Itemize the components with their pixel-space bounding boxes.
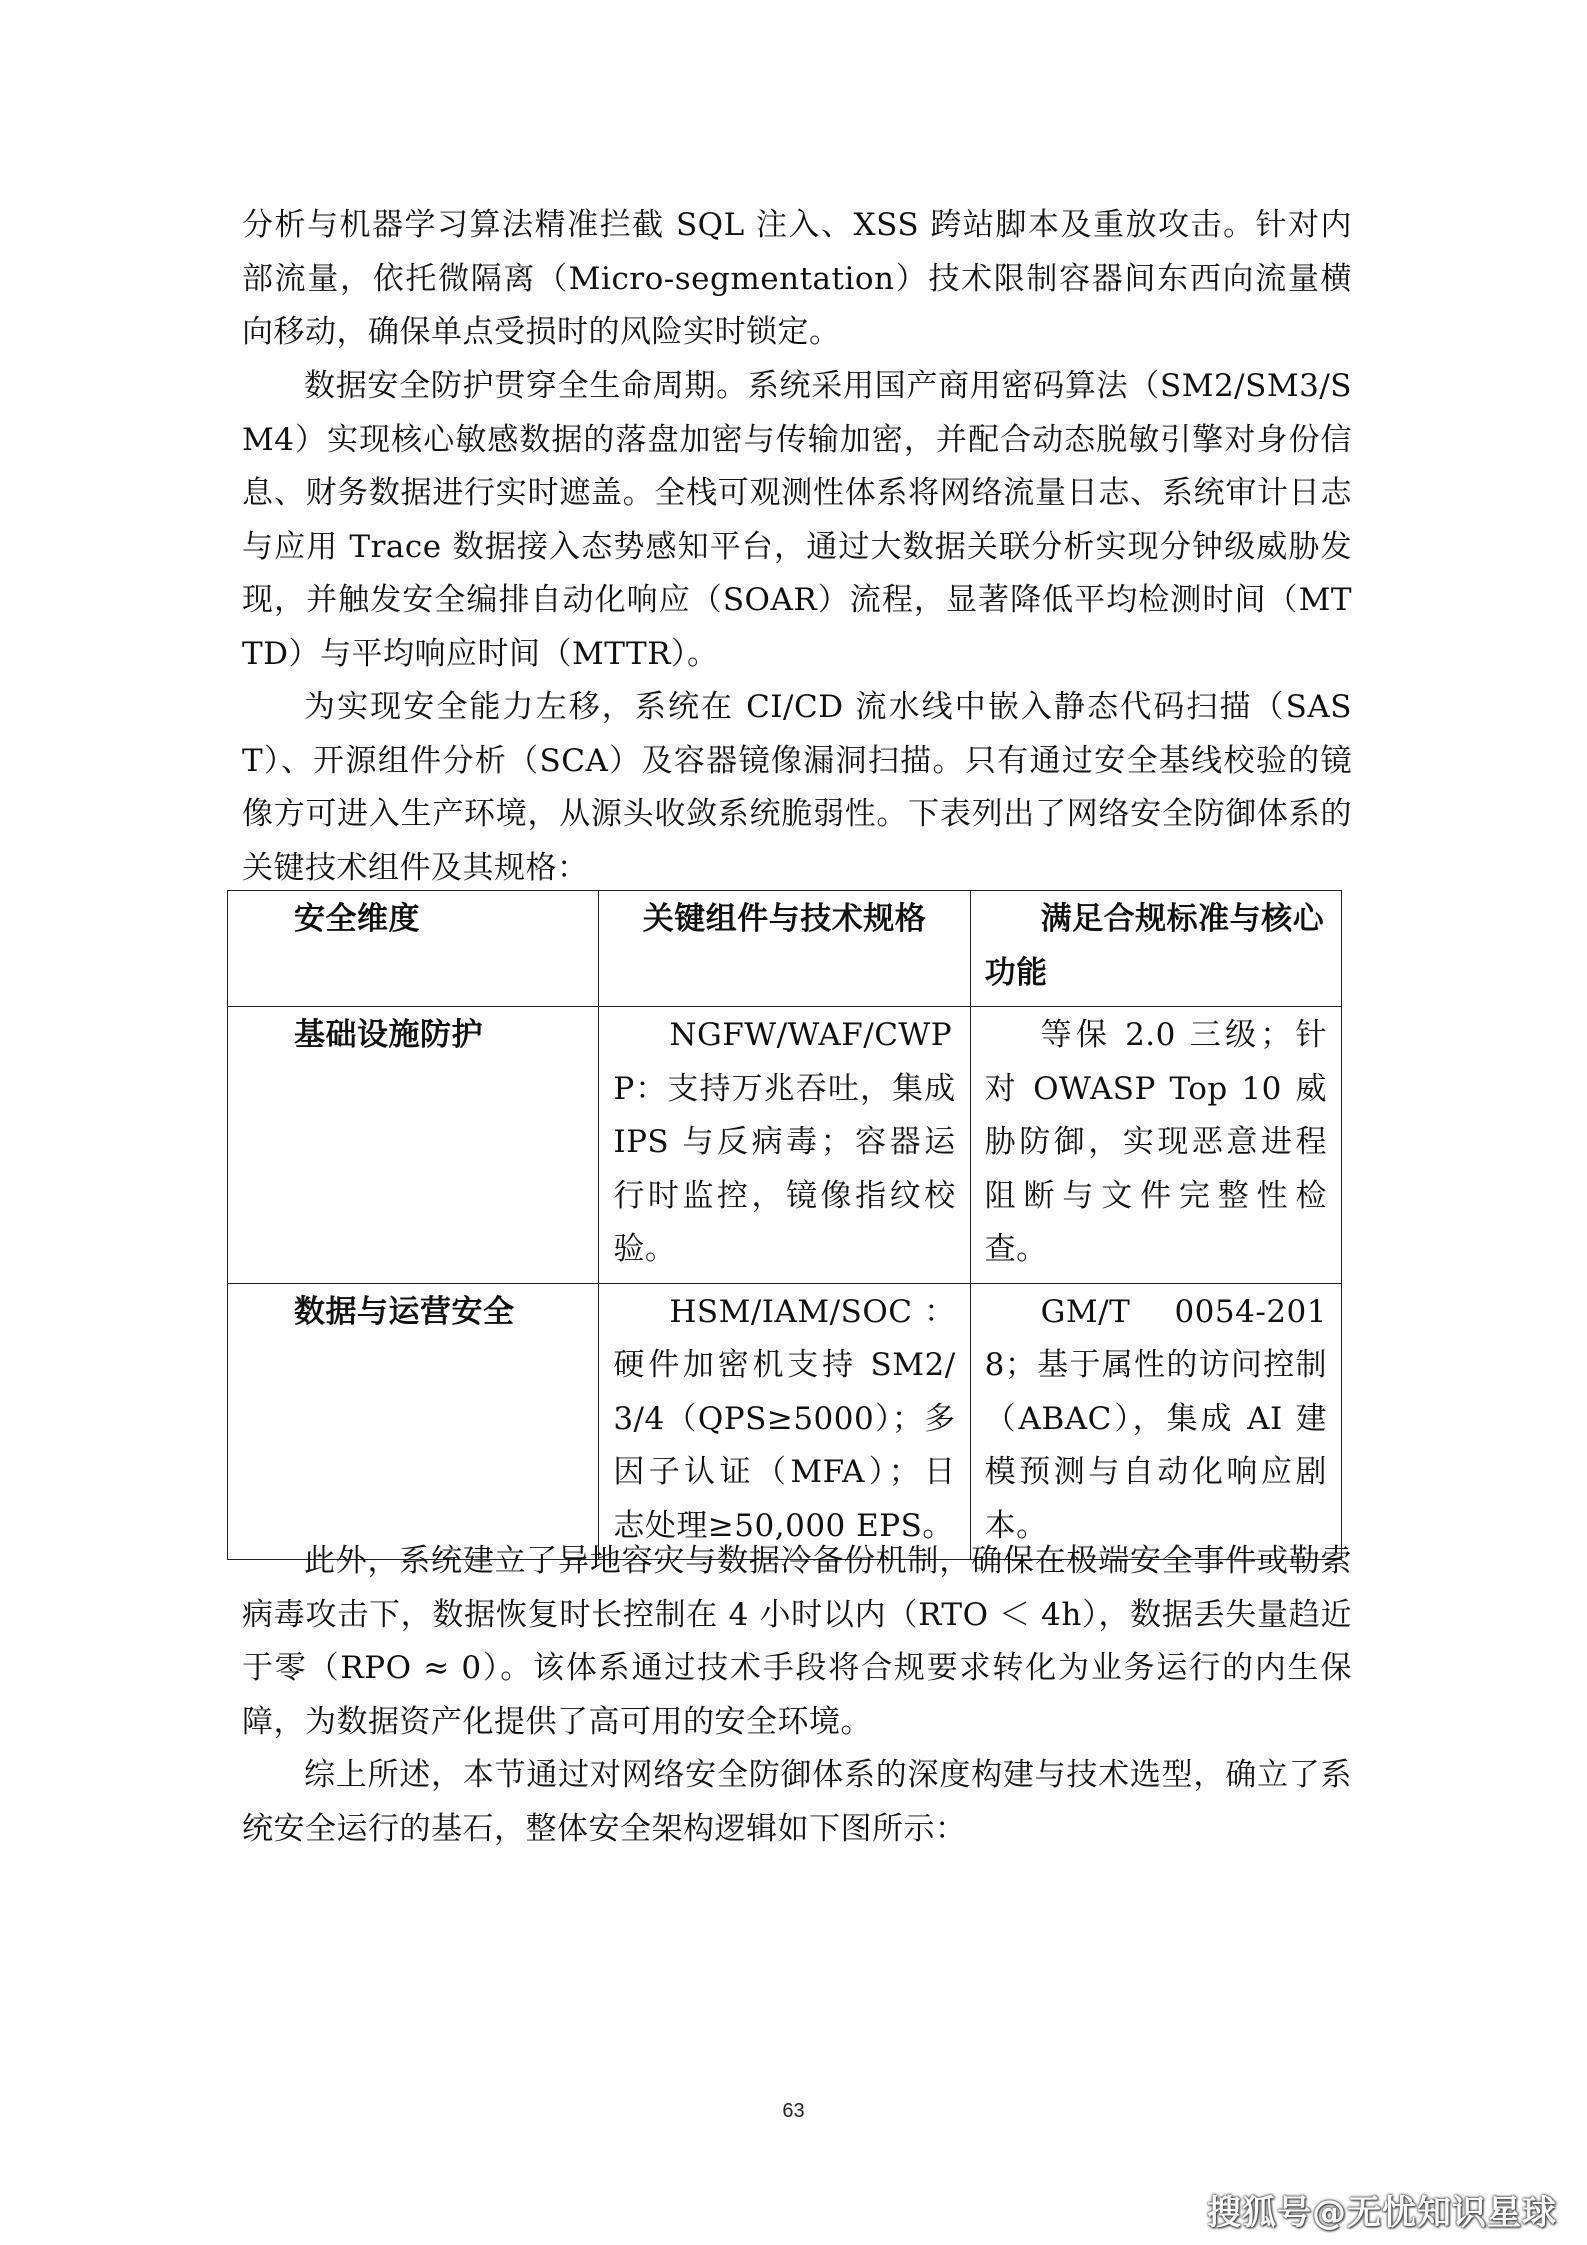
row-components: NGFW/WAF/CWPP：支持万兆吞吐，集成 IPS 与反病毒；容器运行时监控，镜像指纹校验。 [599,1007,970,1284]
paragraph-disaster-recovery: 此外，系统建立了异地容灾与数据冷备份机制，确保在极端安全事件或勒索病毒攻击下，数据恢复时长控制在 4 小时以内（RTO ＜ 4h），数据丢失量趋近于零（RPO ≈ 0）。该体系通过技术手段将合规要求转化为业务运行的内生保障，为数据资产化提供了高可用的安全环境。 [242,1543,1352,1740]
paragraph-data-security: 数据安全防护贯穿全生命周期。系统采用国产商用密码算法（SM2/SM3/SM4）实现核心敏感数据的落盘加密与传输加密，并配合动态脱敏引擎对身份信息、财务数据进行实时遮盖。全栈可观测性体系将网络流量日志、系统审计日志与应用 Trace 数据接入态势感知平台，通过大数据关联分析实现分钟级威胁发现，并触发安全编排自动化响应（SOAR）流程，显著降低平均检测时间（MTTD）与平均响应时间（MTTR）。 [242,368,1352,672]
row-dimension: 数据与运营安全 [228,1283,599,1560]
paragraph-summary: 综上所述，本节通过对网络安全防御体系的深度构建与技术选型，确立了系统安全运行的基石，整体安全架构逻辑如下图所示： [242,1757,1352,1847]
header-dimension: 安全维度 [228,891,599,1007]
row-components: HSM/IAM/SOC：硬件加密机支持 SM2/3/4（QPS≥5000）；多因子认证（MFA）；日志处理≥50,000 EPS。 [599,1283,970,1560]
source-watermark: 搜狐号@无忧知识星球 [1207,2193,1557,2233]
paragraph-continuation: 分析与机器学习算法精准拦截 SQL 注入、XSS 跨站脚本及重放攻击。针对内部流量，依托微隔离（Micro-segmentation）技术限制容器间东西向流量横向移动，确保单点受损时的风险实时锁定。 [242,207,1352,350]
header-compliance: 满足合规标准与核心功能 [970,891,1341,1007]
page-number: 63 [782,2100,805,2122]
security-spec-table [227,890,1342,1560]
row-compliance: 等保 2.0 三级；针对 OWASP Top 10 威胁防御，实现恶意进程阻断与文件完整性检查。 [970,1007,1341,1284]
table-header-row [228,891,1342,1007]
header-components: 关键组件与技术规格 [599,891,970,1007]
row-compliance: GM/T 0054-2018；基于属性的访问控制（ABAC），集成 AI 建模预测与自动化响应剧本。 [970,1283,1341,1560]
paragraph-shift-left: 为实现安全能力左移，系统在 CI/CD 流水线中嵌入静态代码扫描（SAST）、开源组件分析（SCA）及容器镜像漏洞扫描。只有通过安全基线校验的镜像方可进入生产环境，从源头收敛系统脆弱性。下表列出了网络安全防御体系的关键技术组件及其规格： [242,689,1352,886]
row-dimension: 基础设施防护 [228,1007,599,1284]
table-row [228,1283,1342,1560]
table-row [228,1007,1342,1284]
